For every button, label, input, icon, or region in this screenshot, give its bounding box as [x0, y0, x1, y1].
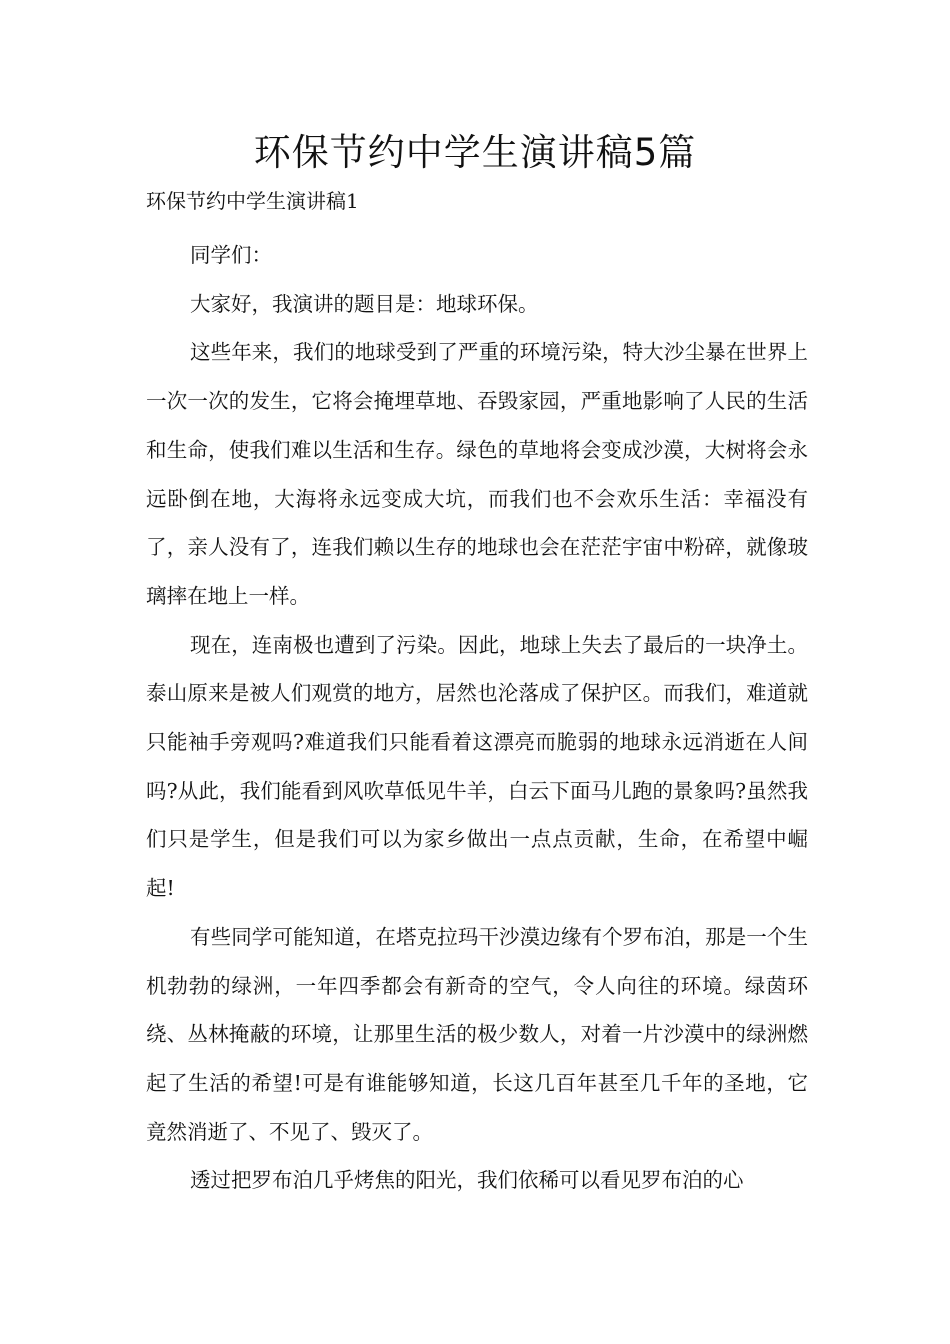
document-title: 环保节约中学生演讲稿5篇	[253, 131, 697, 174]
paragraph-sunlight: 透过把罗布泊几乎烤焦的阳光，我们依稀可以看见罗布泊的心	[190, 1168, 744, 1193]
paragraph-antarctica: 现在，连南极也遭到了污染。因此，地球上失去了最后的一块净土。泰山原来是被人们观赏的地方，居然也沦落成了保护区。而我们，难道就只能袖手旁观吗?难道我们只能看着这漂亮而脆弱的地球永远消逝在人间吗?从此，我们能看到风吹草低见牛羊，白云下面马儿跑的景象吗?虽然我们只是学生，但是我们可以为家乡做出一点点贡献，生命，在希望中崛起!	[146, 632, 808, 901]
speech-subtitle: 环保节约中学生演讲稿1	[146, 189, 359, 213]
paragraph-lop-nur: 有些同学可能知道，在塔克拉玛干沙漠边缘有个罗布泊，那是一个生机勃勃的绿洲，一年四季都会有新奇的空气，令人向往的环境。绿茵环绕、丛林掩蔽的环境，让那里生活的极少数人，对着一片沙漠中的绿洲燃起了生活的希望!可是有谁能够知道，长这几百年甚至几千年的圣地，它竟然消逝了、不见了、毁灭了。	[146, 924, 808, 1144]
paragraph-pollution: 这些年来，我们的地球受到了严重的环境污染，特大沙尘暴在世界上一次一次的发生，它将会掩埋草地、吞毁家园，严重地影响了人民的生活和生命，使我们难以生活和生存。绿色的草地将会变成沙漠，大树将会永远卧倒在地，大海将永远变成大坑，而我们也不会欢乐生活：幸福没有了，亲人没有了，连我们赖以生存的地球也会在茫茫宇宙中粉碎，就像玻璃摔在地上一样。	[146, 340, 808, 608]
paragraph-topic: 大家好，我演讲的题目是：地球环保。	[190, 291, 539, 316]
paragraph-greeting: 同学们：	[190, 243, 272, 267]
speech-body	[146, 231, 808, 1205]
